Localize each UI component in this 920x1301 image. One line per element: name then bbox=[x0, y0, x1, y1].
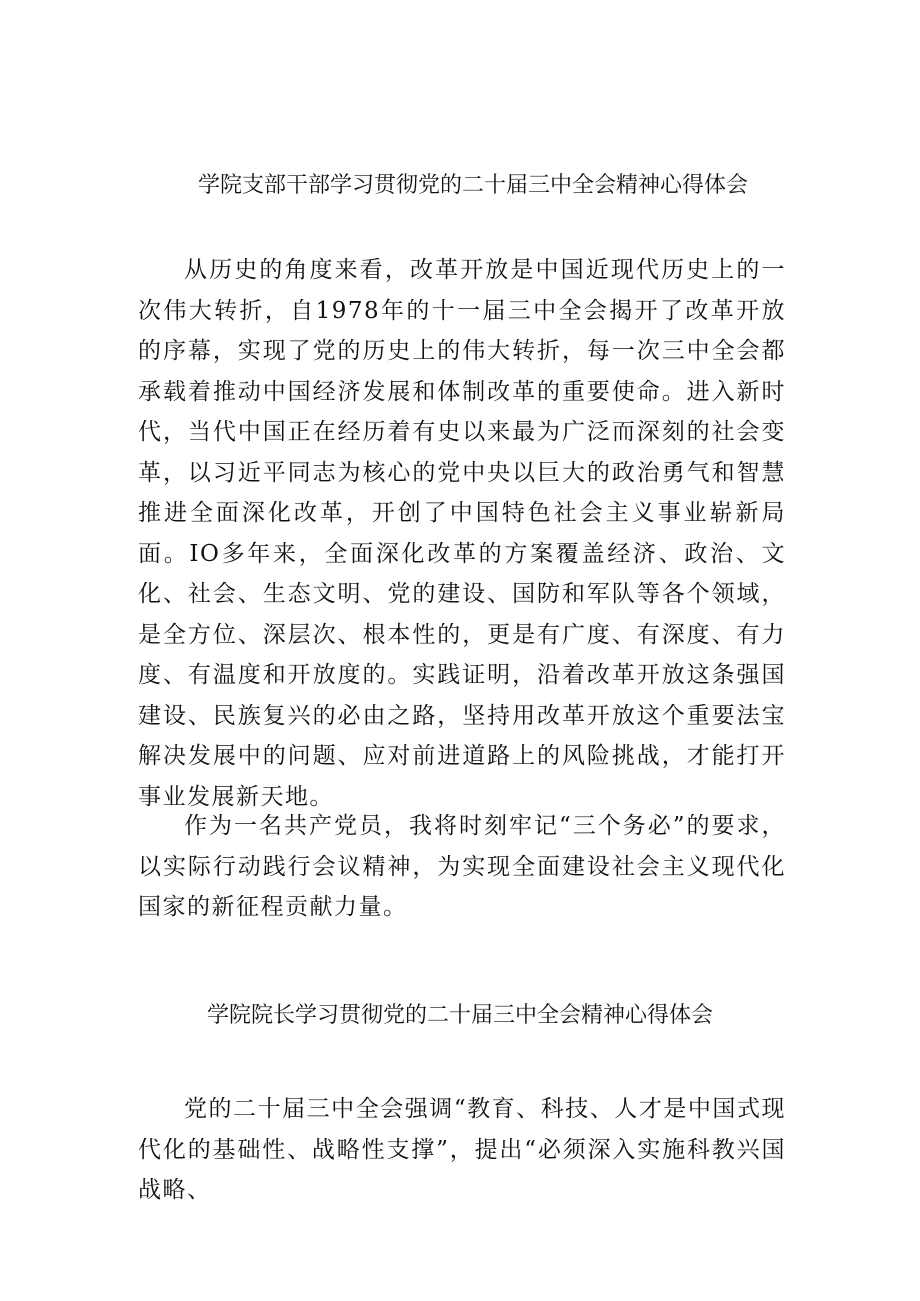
section-1-title: 学院支部干部学习贯彻党的二十届三中全会精神心得体会 bbox=[197, 173, 748, 198]
section-1-paragraph-1: 从历史的角度来看，改革开放是中国近现代历史上的一次伟大转折，自1978年的十一届三中全会揭开了改革开放的序幕，实现了党的历史上的伟大转折，每一次三中全会都承载着推动中国经济发展和体制改革的重要使命。进入新时代，当代中国正在经历着有史以来最为广泛而深刻的社会变革，以习近平同志为核心的党中央以巨大的政治勇气和智慧推进全面深化改革，开创了中国特色社会主义事业崭新局面。IO多年来，全面深化改革的方案覆盖经济、政治、文化、社会、生态文明、党的建设、国防和军队等各个领域，是全方位、深层次、根本性的，更是有广度、有深度、有力度、有温度和开放度的。实践证明，沿着改革开放这条强国建设、民族复兴的必由之路，坚持用改革开放这个重要法宝解决发展中的问题、应对前进道路上的风险挑战，才能打开事业发展新天地。 bbox=[138, 257, 786, 810]
section-2-title: 学院院长学习贯彻党的二十届三中全会精神心得体会 bbox=[206, 1003, 713, 1028]
section-2-paragraph-1: 党的二十届三中全会强调“教育、科技、人才是中国式现代化的基础性、战略性支撑”，提出“必须深入实施科教兴国战略、 bbox=[138, 1096, 786, 1203]
section-1-paragraph-2: 作为一名共产党员，我将时刻牢记“三个务必”的要求，以实际行动践行会议精神，为实现全面建设社会主义现代化国家的新征程贡献力量。 bbox=[138, 813, 786, 920]
